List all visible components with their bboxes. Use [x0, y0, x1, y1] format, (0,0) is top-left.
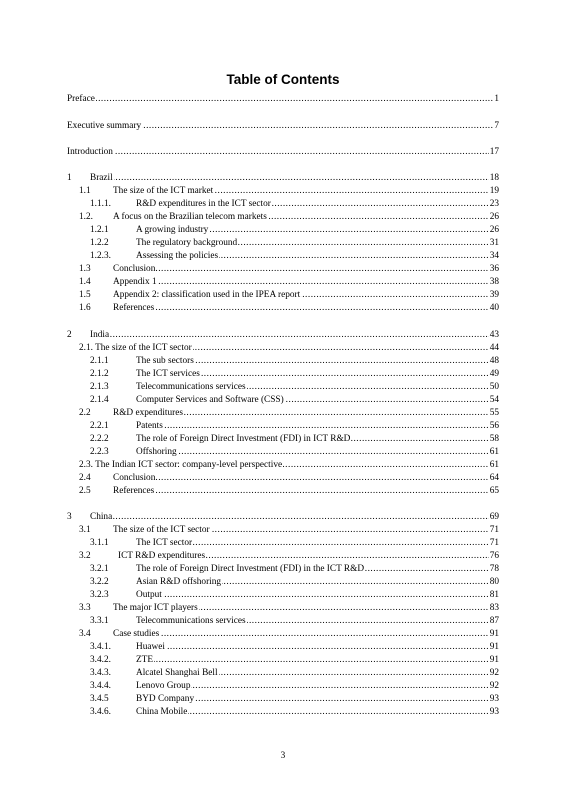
toc-entry-page: 1: [494, 94, 499, 104]
toc-entry-page: 93: [489, 707, 499, 717]
toc-entry[interactable]: [0, 121, 566, 132]
toc-entry-page: 18: [489, 173, 499, 183]
toc-entry-number: 1.2.: [79, 212, 93, 222]
toc-entry-page: 61: [489, 460, 499, 470]
toc-leader-dots: [136, 642, 499, 653]
toc-entry[interactable]: [0, 447, 566, 458]
toc-entry[interactable]: [0, 238, 566, 249]
toc-leader-dots: [136, 447, 499, 458]
toc-entry-label: ICT R&D expenditures: [118, 551, 206, 561]
toc-entry-page: 40: [489, 303, 499, 313]
toc-entry[interactable]: [0, 512, 566, 523]
toc-leader-dots: [90, 512, 499, 523]
toc-entry-page: 26: [489, 212, 499, 222]
toc-entry[interactable]: [0, 212, 566, 223]
toc-leader-dots: [113, 629, 499, 640]
toc-entry-page: 81: [489, 590, 499, 600]
toc-entry-number: 1.3: [79, 264, 91, 274]
toc-entry[interactable]: [0, 551, 566, 562]
toc-entry-label: The ICT sector: [136, 538, 193, 548]
toc-entry-page: 43: [489, 330, 499, 340]
toc-entry-label: R&D expenditures in the ICT sector: [136, 199, 271, 209]
toc-entry-page: 31: [489, 238, 499, 248]
toc-entry-page: 69: [489, 512, 499, 522]
toc-entry[interactable]: [0, 395, 566, 406]
toc-entry-label: Huawei: [136, 642, 165, 652]
toc-entry-label: References: [113, 303, 155, 313]
toc-entry[interactable]: [0, 603, 566, 614]
toc-entry-number: 1.2.2: [90, 238, 109, 248]
toc-leader-dots: [67, 94, 499, 105]
toc-entry-label: Conclusion: [113, 264, 156, 274]
toc-entry-label: BYD Company: [136, 694, 195, 704]
toc-entry-number: 3.4.6.: [90, 707, 111, 717]
toc-entry-number: 3.2: [79, 551, 91, 561]
toc-entry[interactable]: [0, 408, 566, 419]
toc-entry[interactable]: [0, 538, 566, 549]
toc-entry-label: Case studies: [113, 629, 160, 639]
toc-entry[interactable]: [0, 577, 566, 588]
toc-entry-page: 34: [489, 251, 499, 261]
toc-entry-page: 17: [489, 147, 499, 157]
toc-entry-page: 71: [489, 525, 499, 535]
toc-entry-number: 1.4: [79, 277, 91, 287]
toc-entry-page: 36: [489, 264, 499, 274]
toc-entry-page: 65: [489, 486, 499, 496]
toc-leader-dots: [113, 277, 499, 288]
toc-leader-dots: [136, 590, 499, 601]
toc-entry-page: 54: [489, 395, 499, 405]
toc-entry-page: 7: [494, 121, 499, 131]
toc-entry[interactable]: [0, 303, 566, 314]
toc-entry-number: 1.1: [79, 186, 91, 196]
toc-entry-number: 3.4.1.: [90, 642, 111, 652]
toc-entry[interactable]: [0, 147, 566, 158]
toc-entry-number: 3.3.1: [90, 616, 109, 626]
toc-entry-label: Offshoring: [136, 447, 177, 457]
toc-entry-number: 2.4: [79, 473, 91, 483]
toc-entry-label: Preface: [67, 94, 95, 104]
toc-entry[interactable]: [0, 473, 566, 484]
toc-entry-label: The ICT services: [136, 369, 200, 379]
toc-entry-page: 58: [489, 434, 499, 444]
toc-entry-label: Telecommunications services: [136, 616, 246, 626]
toc-entry-label: India: [90, 330, 110, 340]
toc-entry-number: 3.1.1: [90, 538, 109, 548]
toc-entry-label: Executive summary: [67, 121, 142, 131]
toc-entry-number: 1.5: [79, 290, 91, 300]
toc-entry-label: Telecommunications services: [136, 382, 246, 392]
toc-entry-label: The regulatory background: [136, 238, 238, 248]
toc-entry[interactable]: [0, 186, 566, 197]
toc-entry[interactable]: [0, 668, 566, 679]
toc-entry-number: 2.2.2: [90, 434, 109, 444]
toc-entry-number: 1.1.1.: [90, 199, 111, 209]
toc-entry-label: Lenovo Group: [136, 681, 191, 691]
toc-entry-page: 26: [489, 225, 499, 235]
toc-entry[interactable]: [0, 655, 566, 666]
toc-entry-label: Patents: [136, 421, 163, 431]
toc-entry-page: 39: [489, 290, 499, 300]
toc-leader-dots: [113, 264, 499, 275]
toc-entry-label: The sub sectors: [136, 356, 194, 366]
toc-entry-page: 78: [489, 564, 499, 574]
toc-entry-label: The role of Foreign Direct Investment (FDI) in the ICT R&D: [136, 564, 365, 574]
toc-entry-page: 71: [489, 538, 499, 548]
toc-entry-page: 92: [489, 681, 499, 691]
toc-leader-dots: [90, 330, 499, 341]
toc-entry-page: 55: [489, 408, 499, 418]
toc-entry-page: 48: [489, 356, 499, 366]
toc-entry-label: Computer Services and Software (CSS): [136, 395, 284, 405]
toc-entry-label: Asian R&D offshoring: [136, 577, 222, 587]
toc-leader-dots: [113, 473, 499, 484]
toc-entry[interactable]: [0, 343, 566, 354]
toc-entry-label: 2.3. The Indian ICT sector: company-level perspective: [79, 460, 283, 470]
toc-entry[interactable]: [0, 251, 566, 262]
toc-entry-label: Alcatel Shanghai Bell: [136, 668, 218, 678]
toc-entry-label: Brazil: [90, 173, 113, 183]
toc-entry-page: 23: [489, 199, 499, 209]
toc-entry-label: A growing industry: [136, 225, 209, 235]
toc-entry[interactable]: [0, 330, 566, 341]
toc-entry-number: 2.2: [79, 408, 91, 418]
toc-entry-number: 2.1.1: [90, 356, 109, 366]
toc-entry-label: The size of the ICT market: [113, 186, 214, 196]
toc-entry-number: 3: [67, 512, 72, 522]
toc-entry-page: 91: [489, 629, 499, 639]
toc-entry-number: 2.1.4: [90, 395, 109, 405]
toc-entry-number: 3.3: [79, 603, 91, 613]
toc-entry-number: 2.1.2: [90, 369, 109, 379]
toc-entry[interactable]: [0, 277, 566, 288]
toc-leader-dots: [67, 147, 499, 158]
toc-entry[interactable]: [0, 616, 566, 627]
page-number: 3: [280, 751, 286, 761]
toc-entry-number: 3.2.1: [90, 564, 109, 574]
toc-leader-dots: [136, 707, 499, 718]
toc-entry-label: Assessing the policies: [136, 251, 219, 261]
toc-entry-label: The size of the ICT sector: [113, 525, 210, 535]
toc-entry[interactable]: [0, 173, 566, 184]
toc-leader-dots: [113, 486, 499, 497]
toc-entry-number: 2.2.1: [90, 421, 109, 431]
toc-entry[interactable]: [0, 590, 566, 601]
toc-entry-label: R&D expenditures: [113, 408, 183, 418]
toc-entry-page: 91: [489, 642, 499, 652]
toc-entry-page: 19: [489, 186, 499, 196]
toc-entry-page: 76: [489, 551, 499, 561]
toc-entry-page: 49: [489, 369, 499, 379]
toc-entry[interactable]: [0, 290, 566, 301]
toc-entry[interactable]: [0, 681, 566, 692]
toc-entry[interactable]: [0, 707, 566, 718]
toc-entry-label: ZTE: [136, 655, 154, 665]
toc-entry[interactable]: [0, 460, 566, 471]
toc-entry[interactable]: [0, 486, 566, 497]
toc-entry-label: Conclusion: [113, 473, 156, 483]
toc-entry[interactable]: [0, 421, 566, 432]
toc-entry[interactable]: [0, 369, 566, 380]
toc-entry-label: The role of Foreign Direct Investment (FDI) in ICT R&D: [136, 434, 351, 444]
toc-entry-number: 2.1.3: [90, 382, 109, 392]
toc-entry-number: 1.2.1: [90, 225, 109, 235]
toc-entry[interactable]: [0, 694, 566, 705]
toc-entry-number: 3.4.5: [90, 694, 109, 704]
toc-entry-label: Output: [136, 590, 162, 600]
toc-entry-label: Appendix 1: [113, 277, 157, 287]
toc-entry-label: The major ICT players: [113, 603, 198, 613]
toc-entry-number: 2.5: [79, 486, 91, 496]
toc-entry-number: 3.2.3: [90, 590, 109, 600]
toc-entry-label: References: [113, 486, 155, 496]
toc-entry[interactable]: [0, 434, 566, 445]
toc-entry-number: 3.4.4.: [90, 681, 111, 691]
toc-entry-page: 50: [489, 382, 499, 392]
toc-leader-dots: [136, 655, 499, 666]
toc-entry-page: 64: [489, 473, 499, 483]
toc-entry-page: 83: [489, 603, 499, 613]
toc-leader-dots: [113, 303, 499, 314]
toc-entry-label: A focus on the Brazilian telecom markets: [113, 212, 267, 222]
toc-entry-page: 93: [489, 694, 499, 704]
toc-entry-number: 1.2.3.: [90, 251, 111, 261]
toc-entry[interactable]: [0, 525, 566, 536]
toc-entry-page: 87: [489, 616, 499, 626]
toc-entry-number: 3.4.3.: [90, 668, 111, 678]
toc-entry-number: 3.2.2: [90, 577, 109, 587]
toc-title: Table of Contents: [226, 72, 340, 87]
toc-entry[interactable]: [0, 642, 566, 653]
toc-entry-label: Appendix 2: classification used in the IPEA report: [113, 290, 301, 300]
toc-entry-label: 2.1. The size of the ICT sector: [79, 343, 192, 353]
toc-entry-number: 2.2.3: [90, 447, 109, 457]
toc-entry[interactable]: [0, 94, 566, 105]
toc-entry-page: 44: [489, 343, 499, 353]
toc-entry-number: 1: [67, 173, 72, 183]
toc-entry-number: 2: [67, 330, 72, 340]
toc-entry[interactable]: [0, 629, 566, 640]
toc-entry-number: 3.4: [79, 629, 91, 639]
toc-entry[interactable]: [0, 199, 566, 210]
toc-entry-page: 91: [489, 655, 499, 665]
toc-entry-label: China Mobile: [136, 707, 188, 717]
toc-entry-page: 80: [489, 577, 499, 587]
toc-entry[interactable]: [0, 564, 566, 575]
toc-entry-number: 3.1: [79, 525, 91, 535]
toc-entry-label: Introduction: [67, 147, 113, 157]
toc-entry-page: 61: [489, 447, 499, 457]
toc-entry-label: China: [90, 512, 113, 522]
toc-entry[interactable]: [0, 356, 566, 367]
toc-leader-dots: [90, 173, 499, 184]
toc-leader-dots: [136, 421, 499, 432]
toc-entry-page: 38: [489, 277, 499, 287]
toc-entry-page: 92: [489, 668, 499, 678]
toc-entry-page: 56: [489, 421, 499, 431]
toc-entry-number: 3.4.2.: [90, 655, 111, 665]
toc-entry[interactable]: [0, 264, 566, 275]
toc-entry[interactable]: [0, 225, 566, 236]
toc-entry[interactable]: [0, 382, 566, 393]
toc-entry-number: 1.6: [79, 303, 91, 313]
